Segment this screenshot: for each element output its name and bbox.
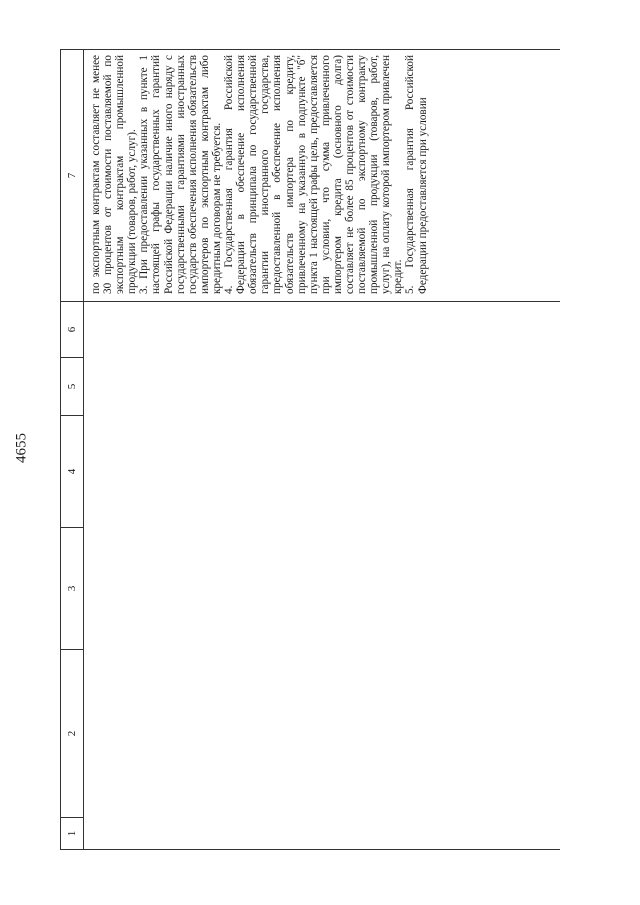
- paragraph-3: 3. При предоставлении указанных в пункте 1 настоящей графы государственных гарантий Российской Федерации наличие иного наряду с государственными гарантиями иностранных государств обеспечения исполнения обязательств импортеров по экспортным контрактам либо кредитным договорам не требуется.: [138, 55, 223, 294]
- law-table: [60, 49, 560, 850]
- column-header-5: 5: [61, 358, 84, 416]
- cell-col-2: [84, 650, 561, 818]
- cell-col-1: [84, 818, 561, 850]
- column-header-1: 1: [61, 818, 84, 850]
- column-header-2: 2: [61, 650, 84, 818]
- cell-col-6: [84, 302, 561, 358]
- table-header-row: [61, 50, 84, 850]
- paragraph-5: 5. Государственная гарантия Российской Федерации предоставляется при условии: [404, 55, 429, 294]
- cell-col-7: [84, 50, 561, 302]
- paragraph-continuation: по экспортным контрактам составляет не менее 30 процентов от стоимости поставляемой по экспортным контрактам промышленной продукции (товаров, работ, услуг).: [90, 55, 139, 294]
- paragraph-4: 4. Государственная гарантия Российской Федерации в обеспечение исполнения обязательств принципала по государственной гарантии иностранного государства, предоставленной в обеспечение исполнения обязательств импортера по кредиту, привлеченному на указанную в подпункте "б" пункта 1 настоящей графы цель, предоставляется при условии, что сумма привлеченного импортером кредита (основного долга) составляет не более 85 процентов от стоимости поставляемой по экспортному контракту промышленной продукции (товаров, работ, услуг), на оплату которой импортером привлечен кредит.: [223, 55, 405, 294]
- rotated-table-wrapper: [60, 50, 560, 850]
- cell-col-5: [84, 358, 561, 416]
- page-number: 4655: [13, 433, 30, 463]
- cell-col-4: [84, 416, 561, 528]
- column-header-3: 3: [61, 528, 84, 650]
- rotated-table-inner: [60, 50, 560, 850]
- column-header-6: 6: [61, 302, 84, 358]
- cell-col-3: [84, 528, 561, 650]
- column-header-4: 4: [61, 416, 84, 528]
- column-header-7: 7: [61, 50, 84, 302]
- table-row: [84, 50, 561, 850]
